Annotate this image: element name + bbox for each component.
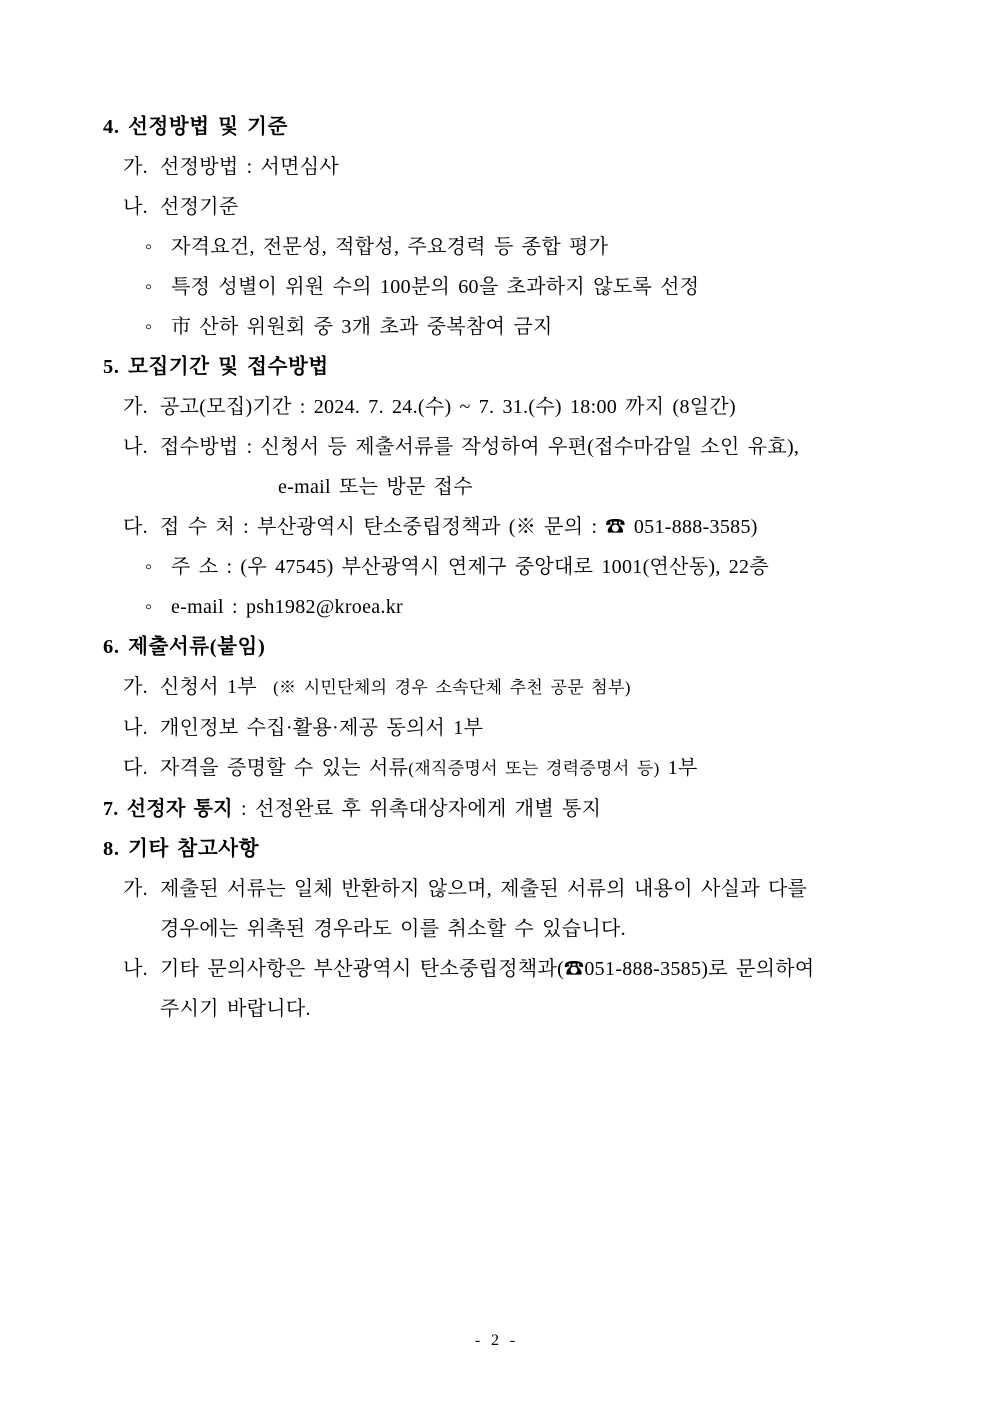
item-label: 가. <box>123 396 148 418</box>
list-item <box>0 515 992 539</box>
item-text: 선정기준 <box>160 196 239 218</box>
item-label: 가. <box>123 878 148 900</box>
item-label: 나. <box>123 717 148 739</box>
list-item <box>0 957 992 981</box>
list-item <box>0 435 992 459</box>
item-text: 접수방법 : 신청서 등 제출서류를 작성하여 우편(접수마감일 소인 유효), <box>160 436 800 458</box>
bullet-icon: ◦ <box>145 316 153 338</box>
section-selection-notice <box>0 797 992 821</box>
list-item <box>0 395 992 419</box>
item-text: 제출된 서류는 일체 반환하지 않으며, 제출된 서류의 내용이 사실과 다를 <box>160 878 808 900</box>
phone-icon: ☎ <box>564 958 585 980</box>
item-text: 기타 문의사항은 부산광역시 탄소중립정책과( <box>160 958 565 980</box>
item-text: 신청서 1부 <box>160 676 274 698</box>
list-item <box>0 195 992 219</box>
list-item <box>0 675 992 700</box>
list-item <box>0 877 992 901</box>
item-text: e-mail 또는 방문 접수 <box>278 476 473 498</box>
item-text: 051-888-3585) <box>625 516 758 538</box>
list-item-continuation <box>0 917 992 941</box>
section-7-heading <box>0 797 992 821</box>
list-item <box>0 756 992 781</box>
section-6-heading: 6. 제출서류(붙임) <box>103 636 266 658</box>
item-text: 1부 <box>659 757 698 779</box>
item-text: 주시기 바랍니다. <box>160 998 311 1020</box>
email-text: e-mail : psh1982@kroea.kr <box>171 596 404 618</box>
bullet-icon: ◦ <box>145 236 153 258</box>
bullet-item <box>0 595 992 619</box>
item-text: 특정 성별이 위원 수의 100분의 60을 초과하지 않도록 선정 <box>171 276 700 298</box>
item-text: 공고(모집)기간 : 2024. 7. 24.(수) ~ 7. 31.(수) 18:00 까지 (8일간) <box>160 396 736 418</box>
item-text: 선정방법 : 서면심사 <box>160 156 340 178</box>
list-item-continuation <box>0 997 992 1021</box>
address-text: 주 소 : (우 47545) 부산광역시 연제구 중앙대로 1001(연산동), 22층 <box>171 556 769 578</box>
item-text: : 선정완료 후 위촉대상자에게 개별 통지 <box>232 798 602 820</box>
item-text: 경우에는 위촉된 경우라도 이를 취소할 수 있습니다. <box>160 918 626 940</box>
section-8-heading: 8. 기타 참고사항 <box>103 838 260 860</box>
item-text: 접 수 처 : 부산광역시 탄소중립정책과 (※ 문의 : <box>160 516 606 538</box>
list-item <box>0 716 992 740</box>
bullet-icon: ◦ <box>145 596 153 618</box>
item-text: 051-888-3585)로 문의하여 <box>584 958 815 980</box>
section-4-heading: 4. 선정방법 및 기준 <box>103 116 288 138</box>
bullet-icon: ◦ <box>145 556 153 578</box>
bullet-icon: ◦ <box>145 276 153 298</box>
bullet-item <box>0 315 992 339</box>
section-5-heading: 5. 모집기간 및 접수방법 <box>103 356 329 378</box>
section-application-period <box>0 355 992 619</box>
phone-icon: ☎ <box>605 516 626 538</box>
list-item <box>0 155 992 179</box>
item-label: 다. <box>123 757 148 779</box>
section-selection-method <box>0 115 992 339</box>
item-label: 나. <box>123 958 148 980</box>
item-label: 다. <box>123 516 148 538</box>
list-item-continuation <box>0 475 992 499</box>
item-note: (재직증명서 또는 경력증명서 등) <box>408 759 660 778</box>
bullet-item <box>0 555 992 579</box>
item-text: 자격요건, 전문성, 적합성, 주요경력 등 종합 평가 <box>171 236 609 258</box>
heading-text: 7. 선정자 통지 <box>103 798 233 820</box>
item-label: 나. <box>123 196 148 218</box>
item-label: 가. <box>123 676 148 698</box>
section-other-notes <box>0 837 992 1021</box>
item-text: 자격을 증명할 수 있는 서류 <box>160 757 409 779</box>
item-label: 가. <box>123 156 148 178</box>
item-label: 나. <box>123 436 148 458</box>
item-text: 市 산하 위원회 중 3개 초과 중복참여 금지 <box>171 316 553 338</box>
page-number: - 2 - <box>474 1332 518 1349</box>
bullet-item <box>0 235 992 259</box>
item-note: (※ 시민단체의 경우 소속단체 추천 공문 첨부) <box>273 678 631 697</box>
item-text: 개인정보 수집·활용·제공 동의서 1부 <box>160 717 484 739</box>
bullet-item <box>0 275 992 299</box>
section-required-documents <box>0 635 992 781</box>
